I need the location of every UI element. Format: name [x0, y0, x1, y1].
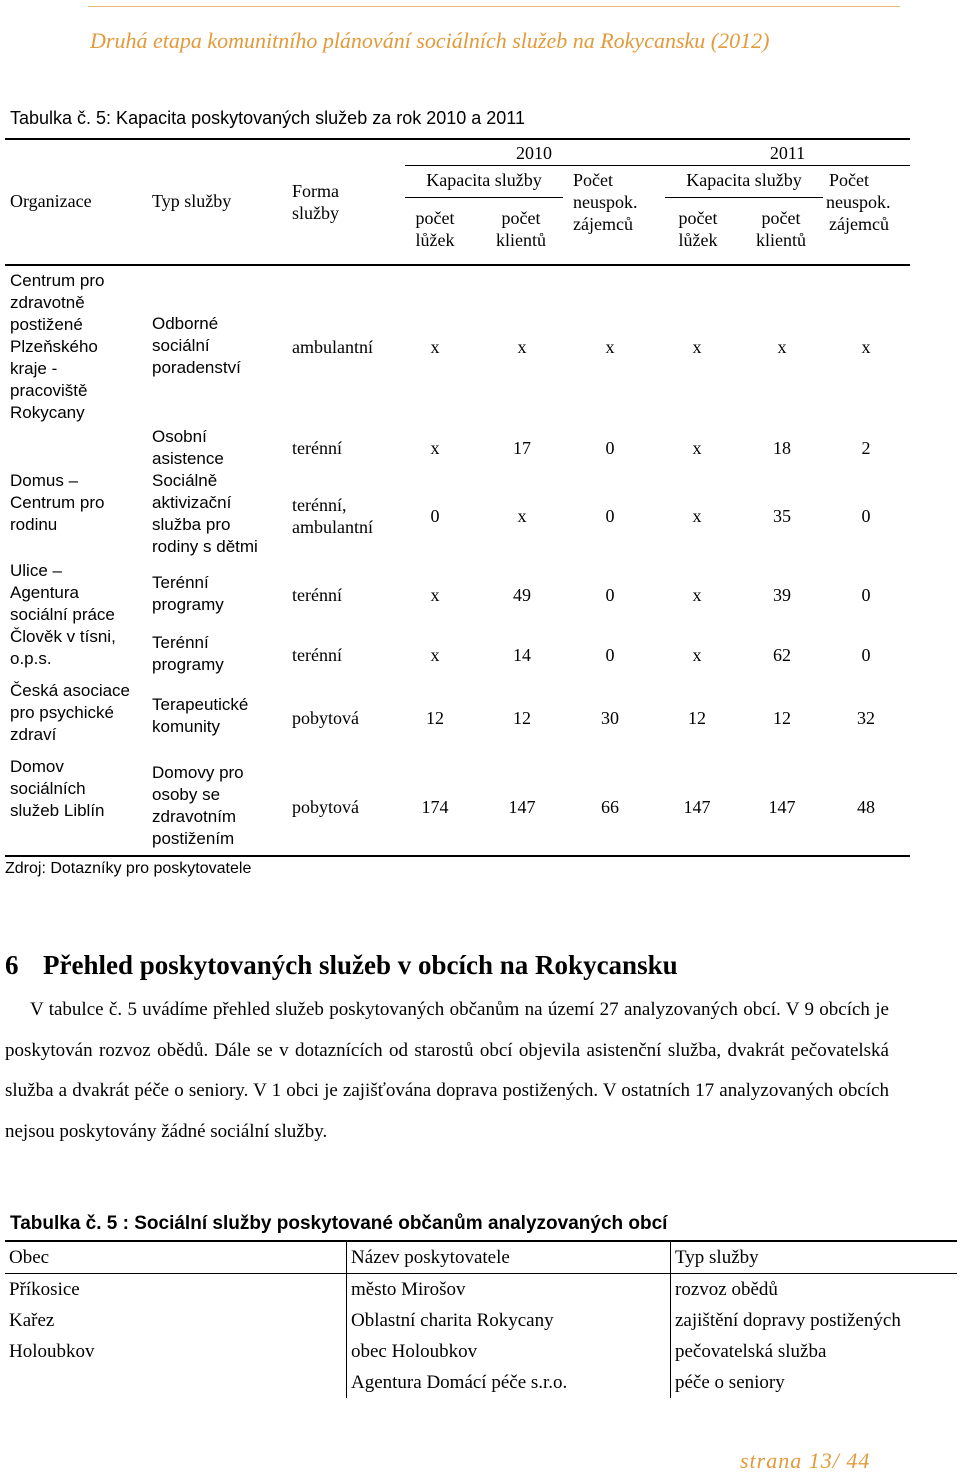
value-cell: 0 [861, 506, 871, 526]
value-cell: 12 [773, 708, 791, 728]
col-year-2011: 2011 [769, 143, 806, 163]
col-beds-2010-l1: počet [415, 208, 455, 228]
value-cell: 147 [508, 797, 536, 817]
organization-line: služeb Liblín [10, 801, 105, 820]
cell-type: rozvoz obědů [671, 1274, 958, 1306]
col-unmet-2010-l3: zájemců [573, 214, 633, 234]
capacity-2011-rule [665, 197, 823, 198]
value-cell: 62 [773, 645, 791, 665]
section-paragraph: V tabulce č. 5 uvádíme přehled služeb poskytovaných občanům na území 27 analyzovaných obcí. V 9 obcích je poskytován rozvoz obědů. Dále se v dotaznících od starostů obcí objevila asistenční služba, dvakrát pečovatelská služba a dvakrát péče o seniory. V 1 obci je zajišťována doprava postižených. V ostatních 17 analyzovaných obcích nejsou poskytovány žádné sociální služby. [5, 999, 889, 1142]
service-type-line: Osobní [152, 427, 207, 446]
col-unmet-2011-l1: Počet [829, 170, 869, 190]
cell-provider: Oblastní charita Rokycany [347, 1305, 671, 1336]
service-type-line: komunity [152, 717, 221, 736]
organization-line: kraje - [10, 359, 58, 378]
cell-municipality: Holoubkov [9, 1340, 95, 1362]
organization-line: rodinu [10, 515, 58, 534]
value-cell: x [430, 337, 440, 357]
col-type: Typ služby [671, 1241, 958, 1274]
organization-line: sociálních [10, 779, 86, 798]
organization-line: Domus – [10, 471, 79, 490]
col-clients-2010-l2: klientů [496, 230, 546, 250]
service-form: terénní, [292, 495, 347, 515]
document-header: Druhá etapa komunitního plánování sociálních služeb na Rokycansku (2012) [90, 28, 770, 53]
value-cell: 12 [513, 708, 531, 728]
value-cell: x [692, 506, 702, 526]
service-type-line: postižením [152, 829, 235, 848]
col-beds-2010-l2: lůžek [415, 230, 455, 250]
service-form: ambulantní [292, 337, 373, 357]
col-beds-2011-l1: počet [678, 208, 718, 228]
col-service-type: Typ služby [152, 191, 232, 211]
organization-line: Domov [10, 757, 64, 776]
value-cell: x [430, 645, 440, 665]
col-clients-2010-l1: počet [501, 208, 541, 228]
col-unmet-2011-l2: neuspok. [826, 192, 891, 212]
service-type-line: Sociálně [152, 471, 218, 490]
service-type-line: Domovy pro [152, 763, 244, 782]
service-form: terénní [292, 645, 342, 665]
table2-header-row [5, 1241, 957, 1274]
col-organization: Organizace [10, 191, 92, 211]
value-cell: 48 [857, 797, 875, 817]
col-form-l2: služby [292, 203, 339, 223]
organization-line: pro psychické [10, 703, 114, 722]
value-cell: 12 [688, 708, 706, 728]
value-cell: 0 [605, 506, 615, 526]
value-cell: 147 [768, 797, 796, 817]
value-cell: x [777, 337, 787, 357]
col-unmet-2010-l2: neuspok. [573, 192, 638, 212]
section-number: 6 [5, 950, 19, 980]
value-cell: 0 [861, 645, 871, 665]
organization-line: pracoviště [10, 381, 88, 400]
table-row [5, 1305, 957, 1336]
table1-caption: Tabulka č. 5: Kapacita poskytovaných služeb za rok 2010 a 2011 [10, 108, 525, 128]
col-clients-2011-l2: klientů [756, 230, 806, 250]
col-beds-2011-l2: lůžek [678, 230, 718, 250]
capacity-2010-rule [405, 197, 563, 198]
value-cell: 14 [513, 645, 531, 665]
service-form: terénní [292, 585, 342, 605]
cell-municipality [5, 1367, 347, 1398]
table-row [5, 1367, 957, 1398]
cell-municipality: Kařez [9, 1309, 55, 1331]
cell-municipality: Příkosice [9, 1278, 80, 1300]
table1-header-rule [5, 264, 910, 266]
table1-source: Zdroj: Dotazníky pro poskytovatele [5, 860, 252, 877]
service-type-line: aktivizační [152, 493, 232, 512]
value-cell: 66 [601, 797, 619, 817]
organization-line: sociální práce [10, 605, 115, 624]
page-number: strana 13/ 44 [740, 1448, 871, 1473]
value-cell: 0 [605, 645, 615, 665]
value-cell: 32 [857, 708, 875, 728]
organization-line: Plzeňského [10, 337, 98, 356]
organization-line: Ulice – [10, 561, 62, 580]
service-type-line: Odborné [152, 314, 219, 333]
value-cell: x [692, 337, 702, 357]
service-type-line: programy [152, 655, 224, 674]
service-form: pobytová [292, 708, 359, 728]
table-row [5, 1274, 957, 1306]
value-cell: 39 [773, 585, 791, 605]
value-cell: 0 [430, 506, 440, 526]
col-provider: Název poskytovatele [347, 1241, 671, 1274]
value-cell: 18 [773, 438, 791, 458]
value-cell: x [517, 337, 527, 357]
organization-line: zdraví [10, 725, 57, 744]
value-cell: x [692, 438, 702, 458]
value-cell: 30 [601, 708, 619, 728]
service-form: terénní [292, 438, 342, 458]
cell-type: zajištění dopravy postižených [671, 1305, 958, 1336]
service-type-line: rodiny s dětmi [152, 537, 258, 556]
value-cell: 0 [861, 585, 871, 605]
cell-provider: Agentura Domácí péče s.r.o. [347, 1367, 671, 1398]
organization-line: o.p.s. [10, 649, 52, 668]
organization-line: Agentura [10, 583, 79, 602]
value-cell: 35 [773, 506, 791, 526]
cell-type: péče o seniory [671, 1367, 958, 1398]
cell-provider: město Mirošov [347, 1274, 671, 1306]
value-cell: x [692, 645, 702, 665]
value-cell: 0 [605, 585, 615, 605]
value-cell: 174 [421, 797, 449, 817]
value-cell: x [517, 506, 527, 526]
service-type-line: Terénní [152, 633, 209, 652]
value-cell: x [430, 438, 440, 458]
organization-line: Rokycany [10, 403, 85, 422]
value-cell: 147 [683, 797, 711, 817]
header-rule [88, 6, 900, 7]
cell-provider: obec Holoubkov [347, 1336, 671, 1367]
col-unmet-2010-l1: Počet [573, 170, 613, 190]
table1-bottom-rule [5, 855, 910, 857]
table2-caption: Tabulka č. 5 : Sociální služby poskytované občanům analyzovaných obcí [10, 1213, 668, 1234]
organization-line: Člověk v tísni, [10, 627, 116, 646]
organization-line: Centrum pro [10, 271, 105, 290]
value-cell: x [430, 585, 440, 605]
value-cell: 2 [861, 438, 871, 458]
service-type-line: poradenství [152, 358, 241, 377]
organization-line: zdravotně [10, 293, 85, 312]
value-cell: x [605, 337, 615, 357]
service-type-line: osoby se [152, 785, 221, 804]
years-rule [405, 165, 910, 166]
service-type-line: služba pro [152, 515, 231, 534]
service-form: ambulantní [292, 517, 373, 537]
service-type-line: zdravotním [152, 807, 237, 826]
value-cell: 49 [513, 585, 531, 605]
table-row [5, 1336, 957, 1367]
value-cell: 17 [513, 438, 531, 458]
col-unmet-2011-l3: zájemců [829, 214, 889, 234]
section-heading [5, 950, 678, 981]
services-table [5, 1240, 957, 1398]
service-type-line: programy [152, 595, 224, 614]
col-capacity-2010: Kapacita služby [426, 170, 542, 190]
organization-line: Centrum pro [10, 493, 105, 512]
col-form-l1: Forma [292, 181, 339, 201]
value-cell: x [692, 585, 702, 605]
service-type-line: sociální [152, 336, 210, 355]
value-cell: 0 [605, 438, 615, 458]
table1-top-rule [5, 138, 910, 140]
organization-line: Česká asociace [10, 681, 131, 700]
organization-line: postižené [10, 315, 83, 334]
service-type-line: Terapeutické [152, 695, 249, 714]
col-clients-2011-l1: počet [761, 208, 801, 228]
value-cell: 12 [426, 708, 444, 728]
col-municipality: Obec [5, 1241, 347, 1274]
cell-type: pečovatelská služba [671, 1336, 958, 1367]
col-year-2010: 2010 [516, 143, 552, 163]
service-form: pobytová [292, 797, 359, 817]
section-title: Přehled poskytovaných služeb v obcích na Rokycansku [43, 950, 678, 980]
col-capacity-2011: Kapacita služby [686, 170, 802, 190]
value-cell: x [861, 337, 871, 357]
service-type-line: Terénní [152, 573, 209, 592]
service-type-line: asistence [152, 449, 224, 468]
